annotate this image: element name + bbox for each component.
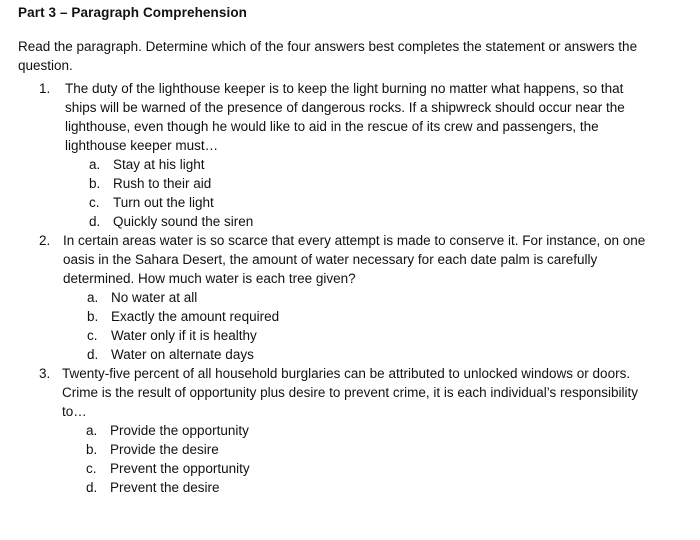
option-letter: b. [87, 309, 99, 324]
option-text: Provide the desire [110, 442, 219, 457]
instructions: Read the paragraph. Determine which of the four answers best completes the statement or answers the question. [18, 39, 638, 73]
question-text: Twenty-five percent of all household burglaries can be attributed to unlocked windows or doors. Crime is the result of opportunity plus desire to prevent crime, it is each individual’s responsibility to… [62, 366, 639, 419]
answer-option [0, 288, 700, 307]
option-letter: b. [86, 442, 98, 457]
option-letter: a. [89, 157, 101, 172]
option-text: Turn out the light [113, 195, 214, 210]
answer-options [0, 155, 700, 231]
question-2 [0, 231, 700, 364]
question-number: 2. [39, 233, 51, 248]
option-text: Water on alternate days [111, 347, 254, 362]
answer-option [0, 440, 700, 459]
option-letter: b. [89, 176, 101, 191]
option-text: Quickly sound the siren [113, 214, 254, 229]
option-letter: d. [89, 214, 101, 229]
option-letter: a. [86, 423, 98, 438]
option-text: Water only if it is healthy [111, 328, 257, 343]
question-text: The duty of the lighthouse keeper is to keep the light burning no matter what happens, so that ships will be warned of the presence of dangerous rocks. If a shipwreck should occur near the lighthouse, even though he would like to aid in the rescue of its crew and passengers, the lighthouse keeper must… [65, 81, 625, 153]
section-title: Part 3 – Paragraph Comprehension [18, 5, 248, 20]
question-list [0, 79, 700, 497]
option-text: Stay at his light [113, 157, 205, 172]
option-text: Rush to their aid [113, 176, 212, 191]
answer-option [0, 478, 700, 497]
question-1 [0, 79, 700, 231]
option-text: No water at all [111, 290, 198, 305]
answer-option [0, 421, 700, 440]
option-text: Exactly the amount required [111, 309, 280, 324]
option-letter: d. [86, 480, 98, 495]
option-letter: a. [87, 290, 99, 305]
question-number: 3. [39, 366, 51, 381]
option-letter: c. [89, 195, 100, 210]
answer-option [0, 459, 700, 478]
question-3 [0, 364, 700, 497]
answer-option [0, 174, 700, 193]
option-letter: d. [87, 347, 99, 362]
answer-options [0, 288, 700, 364]
answer-option [0, 212, 700, 231]
question-number: 1. [39, 81, 51, 96]
option-letter: c. [87, 328, 98, 343]
answer-option [0, 307, 700, 326]
answer-option [0, 345, 700, 364]
answer-options [0, 421, 700, 497]
answer-option [0, 155, 700, 174]
answer-option [0, 326, 700, 345]
option-letter: c. [86, 461, 97, 476]
question-text: In certain areas water is so scarce that every attempt is made to conserve it. For instance, on one oasis in the Sahara Desert, the amount of water necessary for each date palm is carefully determined. How much water is each tree given? [63, 233, 646, 286]
option-text: Prevent the opportunity [110, 461, 250, 476]
answer-option [0, 193, 700, 212]
option-text: Prevent the desire [110, 480, 220, 495]
option-text: Provide the opportunity [110, 423, 249, 438]
